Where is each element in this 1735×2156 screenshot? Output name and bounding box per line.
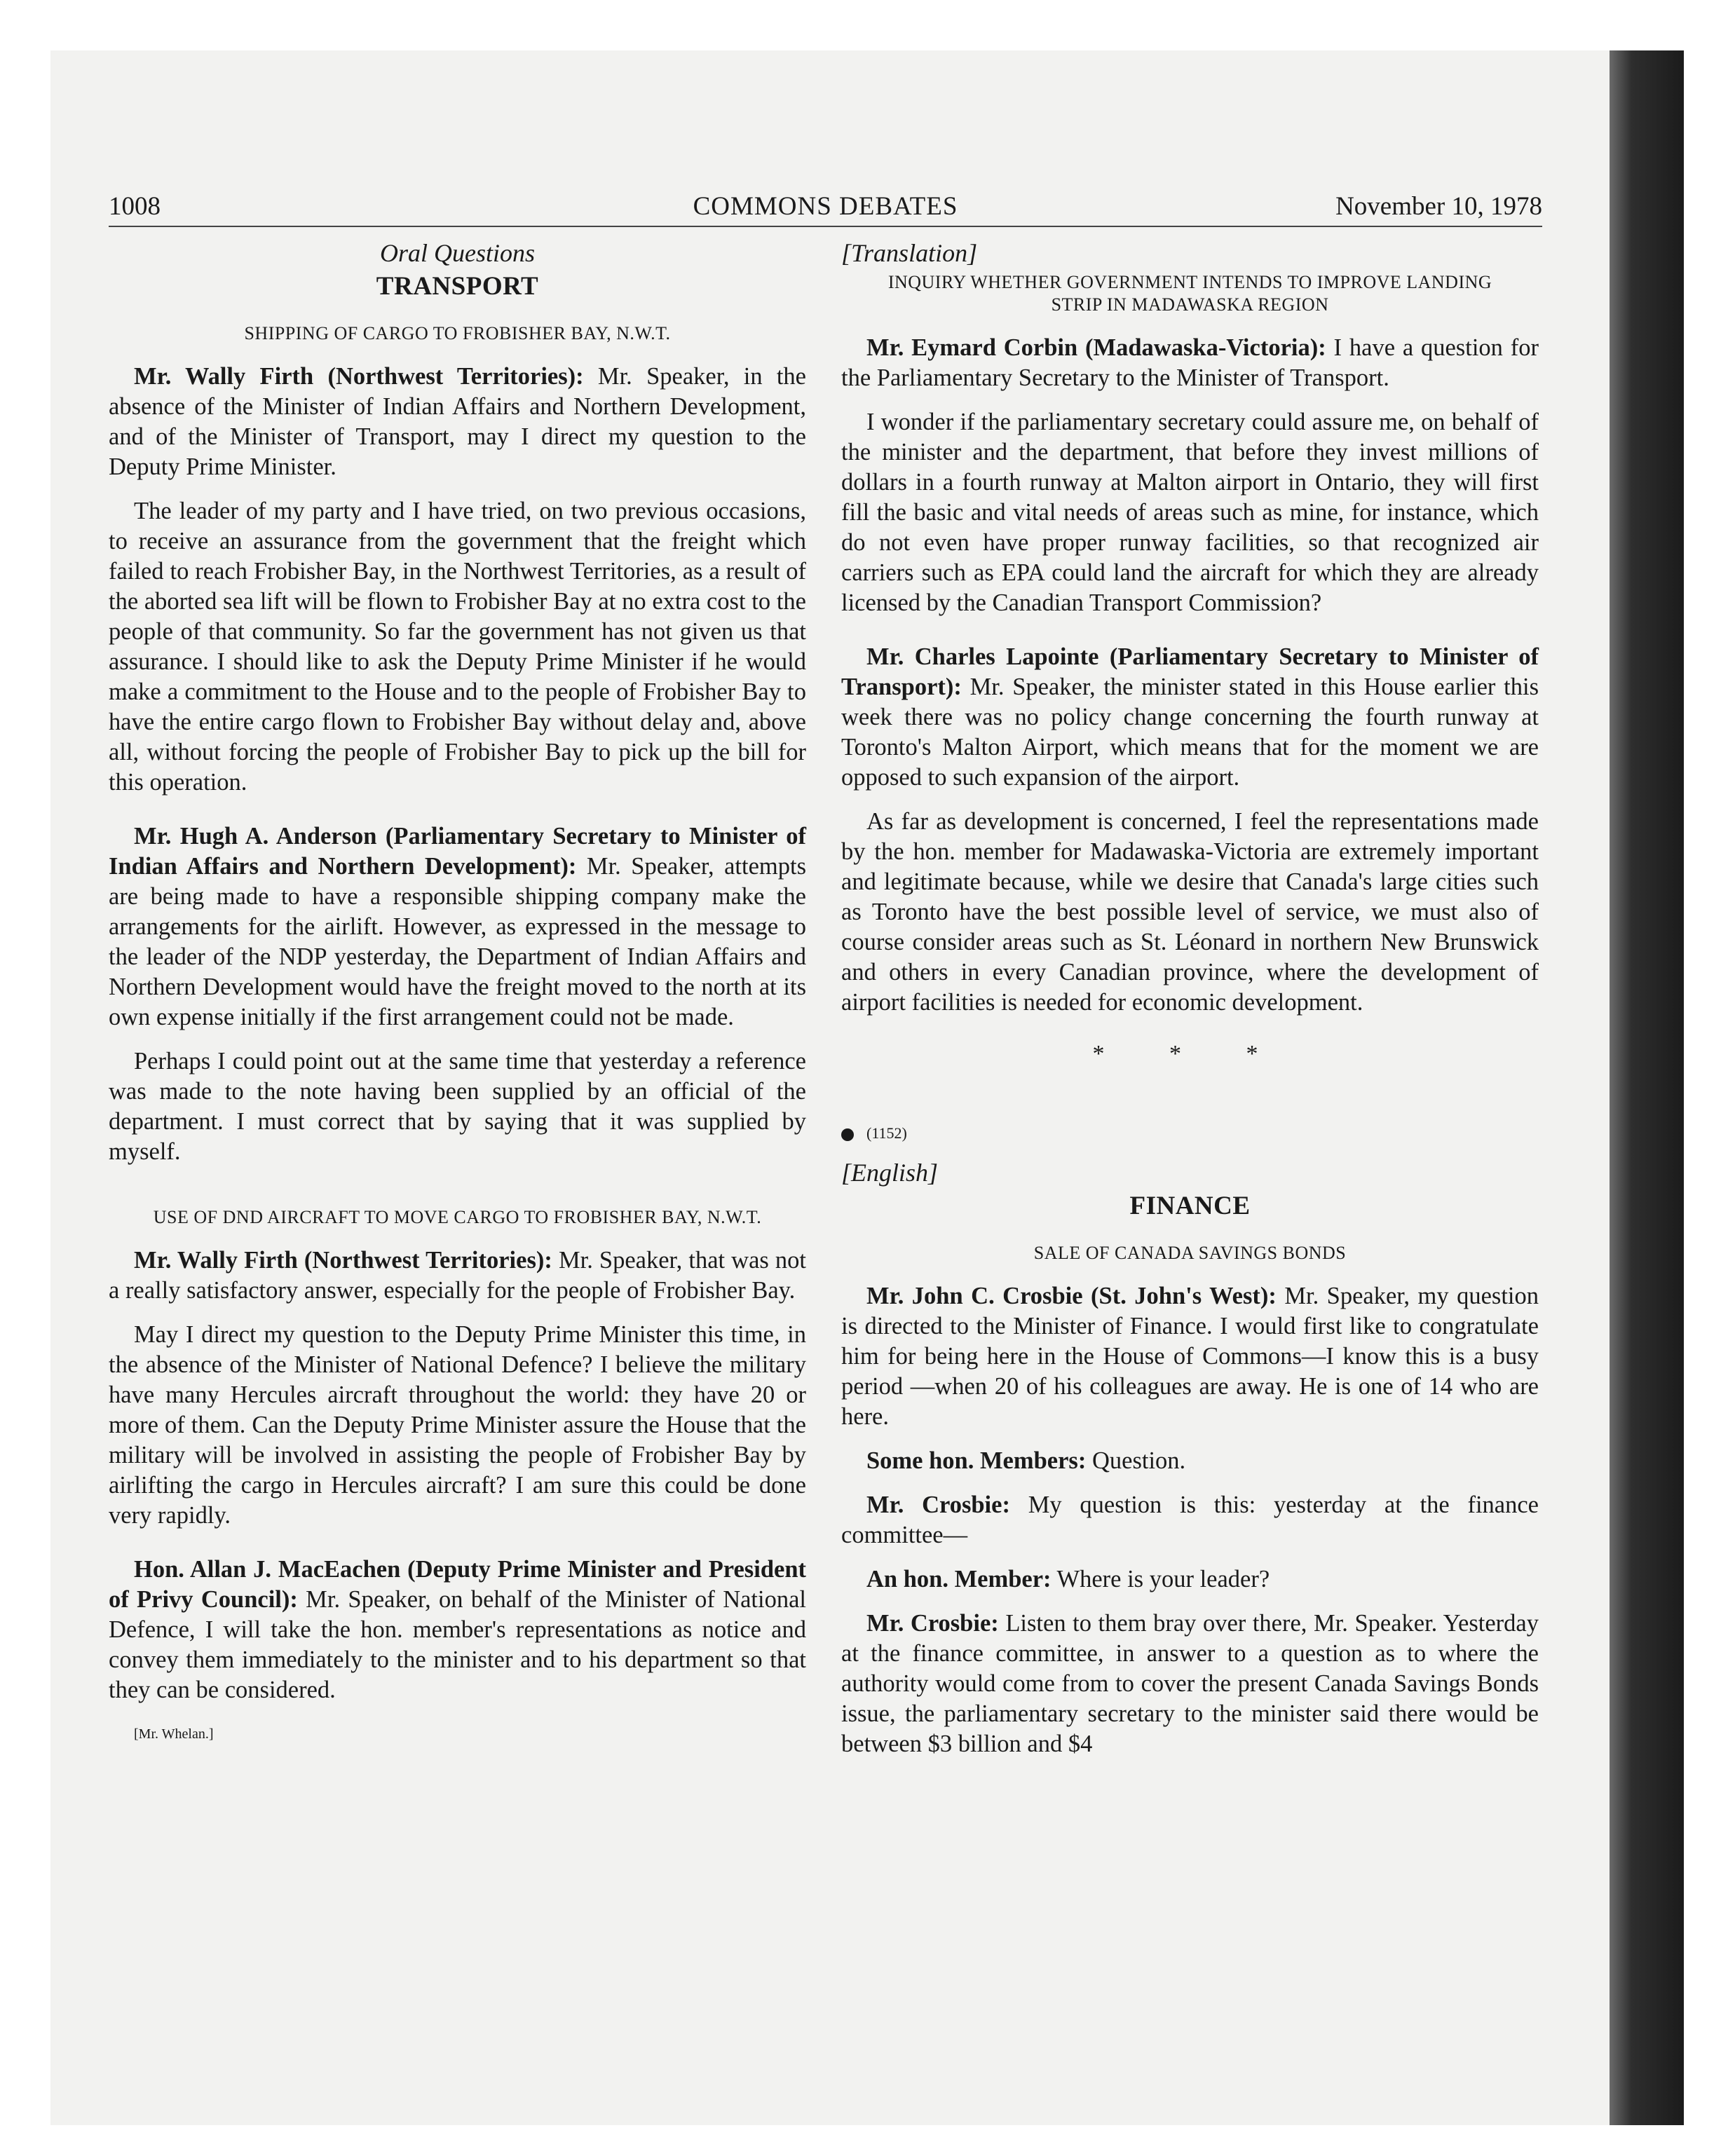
page-number: 1008 [109,192,161,221]
section-label: Oral Questions [379,239,535,267]
paragraph: May I direct my question to the Deputy Prime Minister this time, in the absence of the Minister of National Defence? I believe the military have many Hercules aircraft throughout the world: they have 20 or more of them. Can the Deputy Prime Minister assure the House that the military will be involved in assisting the people of Frobisher Bay by airlifting the cargo in Hercules aircraft? I am sure this could be done very rapidly. [109,1321,806,1529]
paragraph [109,1246,806,1306]
speech-text: I have a question for the Parliamentary Secretary to the Minister of Transport. [841,334,1539,391]
paragraph [841,1609,1539,1759]
publication-title: COMMONS DEBATES [693,192,958,221]
speech-text: Mr. Speaker, in the absence of the Minister of Indian Affairs and Northern Development, and of the Minister of Transport, may I direct my question to the Deputy Prime Minister. [109,363,806,480]
speaker-name: Hon. Allan J. MacEachen (Deputy Prime Minister and President of Privy Council): [109,1556,806,1613]
speaker-name: Mr. Crosbie: [866,1610,999,1637]
paragraph [109,821,806,1032]
subheading-shipping-cargo: SHIPPING OF CARGO TO FROBISHER BAY, N.W.T. [244,323,671,343]
footnote: [Mr. Whelan.] [134,1726,214,1742]
speaker-name: Mr. Hugh A. Anderson (Parliamentary Secretary to Minister of Indian Affairs and Northern Development): [109,823,806,880]
speech-text: Mr. Speaker, that was not a really satisfactory answer, especially for the people of Frobisher Bay. [109,1247,807,1304]
paragraph: I wonder if the parliamentary secretary could assure me, on behalf of the minister and the department, that before they invest millions of dollars in a fourth runway at Malton airport in Ontario, they will first fill the basic and vital needs of areas such as mine, for instance, which do not even have proper runway facilities, so that recognized air carriers such as EPA could land the aircraft for which they are already licensed by the Canadian Transport Commission? [841,409,1539,616]
speaker-name: Mr. Wally Firth (Northwest Territories): [134,1247,552,1274]
speech-text: Mr. Speaker, the minister stated in this House earlier this week there was no policy change concerning the fourth runway at Toronto's Malton Airport, which means that for the moment we are opposed to such expansion of the airport. [841,674,1539,791]
speaker-name: Mr. Wally Firth (Northwest Territories): [134,363,584,390]
section-title-transport: TRANSPORT [376,272,539,301]
bullet-icon [841,1128,854,1141]
speech-text: Mr. Speaker, on behalf of the Minister of National Defence, I will take the hon. member's representations as notice and convey them immediately to the minister and to his department so that they can be considered. [109,1586,806,1703]
subheading-savings-bonds: SALE OF CANADA SAVINGS BONDS [1033,1243,1347,1263]
speech-text: Where is your leader? [1051,1566,1270,1592]
speech-text: Listen to them bray over there, Mr. Speaker. Yesterday at the finance committee, in answer to a question as to where the authority would come from to cover the present Canada Savings Bonds issue, the parliamentary secretary to the minister said there would be between $3 billion and $4 [841,1610,1539,1757]
speaker-name: Some hon. Members: [866,1447,1087,1474]
page-edge-shadow [1610,50,1684,2125]
time-marker-text: (1152) [866,1124,907,1142]
speaker-name: Mr. Crosbie: [866,1492,1010,1518]
page-header [109,184,1542,227]
speech-text: My question is this: yesterday at the finance committee— [841,1492,1539,1548]
speaker-name: Mr. Eymard Corbin (Madawaska-Victoria): [866,334,1326,361]
paragraph: The leader of my party and I have tried, on two previous occasions, to receive an assurance from the government that the freight which failed to reach Frobisher Bay, in the Northwest Territories, as a result of the aborted sea lift will be flown to Frobisher Bay at no extra cost to the people of that community. So far the government has not given us that assurance. I should like to ask the Deputy Prime Minister if he would make a commitment to the House and to the people of Frobisher Bay to have the entire cargo flown to Frobisher Bay without delay and, above all, without forcing the people of Frobisher Bay to pick up the bill for this operation. [109,498,806,796]
right-column [841,238,1539,1773]
english-label: [English] [841,1159,939,1187]
paragraph [841,333,1539,393]
paragraph [841,1446,1539,1476]
speaker-name: An hon. Member: [866,1566,1052,1592]
speech-text: Question. [1086,1447,1186,1474]
paragraph [841,642,1539,793]
speaker-name: Mr. Charles Lapointe (Parliamentary Secretary to Minister of Transport): [841,643,1539,700]
paragraph [109,362,806,482]
speech-text: Mr. Speaker, attempts are being made to have a responsible shipping company make the arrangements for the airlift. However, as expressed in the message to the leader of the NDP yesterday, the Department of Indian Affairs and Northern Development would have the freight moved to the north at its own expense initially if the first arrangement could not be made. [109,853,806,1030]
speech-text: Mr. Speaker, my question is directed to the Minister of Finance. I would first like to congratulate him for being here in the House of Commons—I know this is a busy period —when 20 of his colleagues are away. He is one of 14 who are here. [841,1283,1539,1430]
subheading-landing-strip: INQUIRY WHETHER GOVERNMENT INTENDS TO IMPROVE LANDING STRIP IN MADAWASKA REGION [887,272,1492,315]
speaker-name: Mr. John C. Crosbie (St. John's West): [866,1283,1277,1309]
translation-label: [Translation] [841,239,978,267]
section-title-finance: FINANCE [1129,1192,1251,1220]
time-marker [841,1118,1539,1148]
subheading-dnd-aircraft: USE OF DND AIRCRAFT TO MOVE CARGO TO FROBISHER BAY, N.W.T. [153,1207,762,1227]
issue-date: November 10, 1978 [1335,192,1542,221]
paragraph: As far as development is concerned, I feel the representations made by the hon. member for Madawaska-Victoria are extremely important and legitimate because, while we desire that Canada's large cities such as Toronto have the best possible level of service, we must also of course consider areas such as St. Léonard in northern New Brunswick and others in every Canadian province, where the development of airport facilities is needed for economic development. [841,808,1539,1016]
paragraph [841,1490,1539,1550]
paragraph: Perhaps I could point out at the same time that yesterday a reference was made to the note having been supplied by an official of the department. I must correct that by saying that it was supplied by myself. [109,1048,806,1165]
paragraph [841,1281,1539,1432]
paragraph [841,1564,1539,1595]
left-column [109,238,806,1763]
paragraph [109,1555,806,1705]
section-separator: * * * [1092,1041,1288,1067]
